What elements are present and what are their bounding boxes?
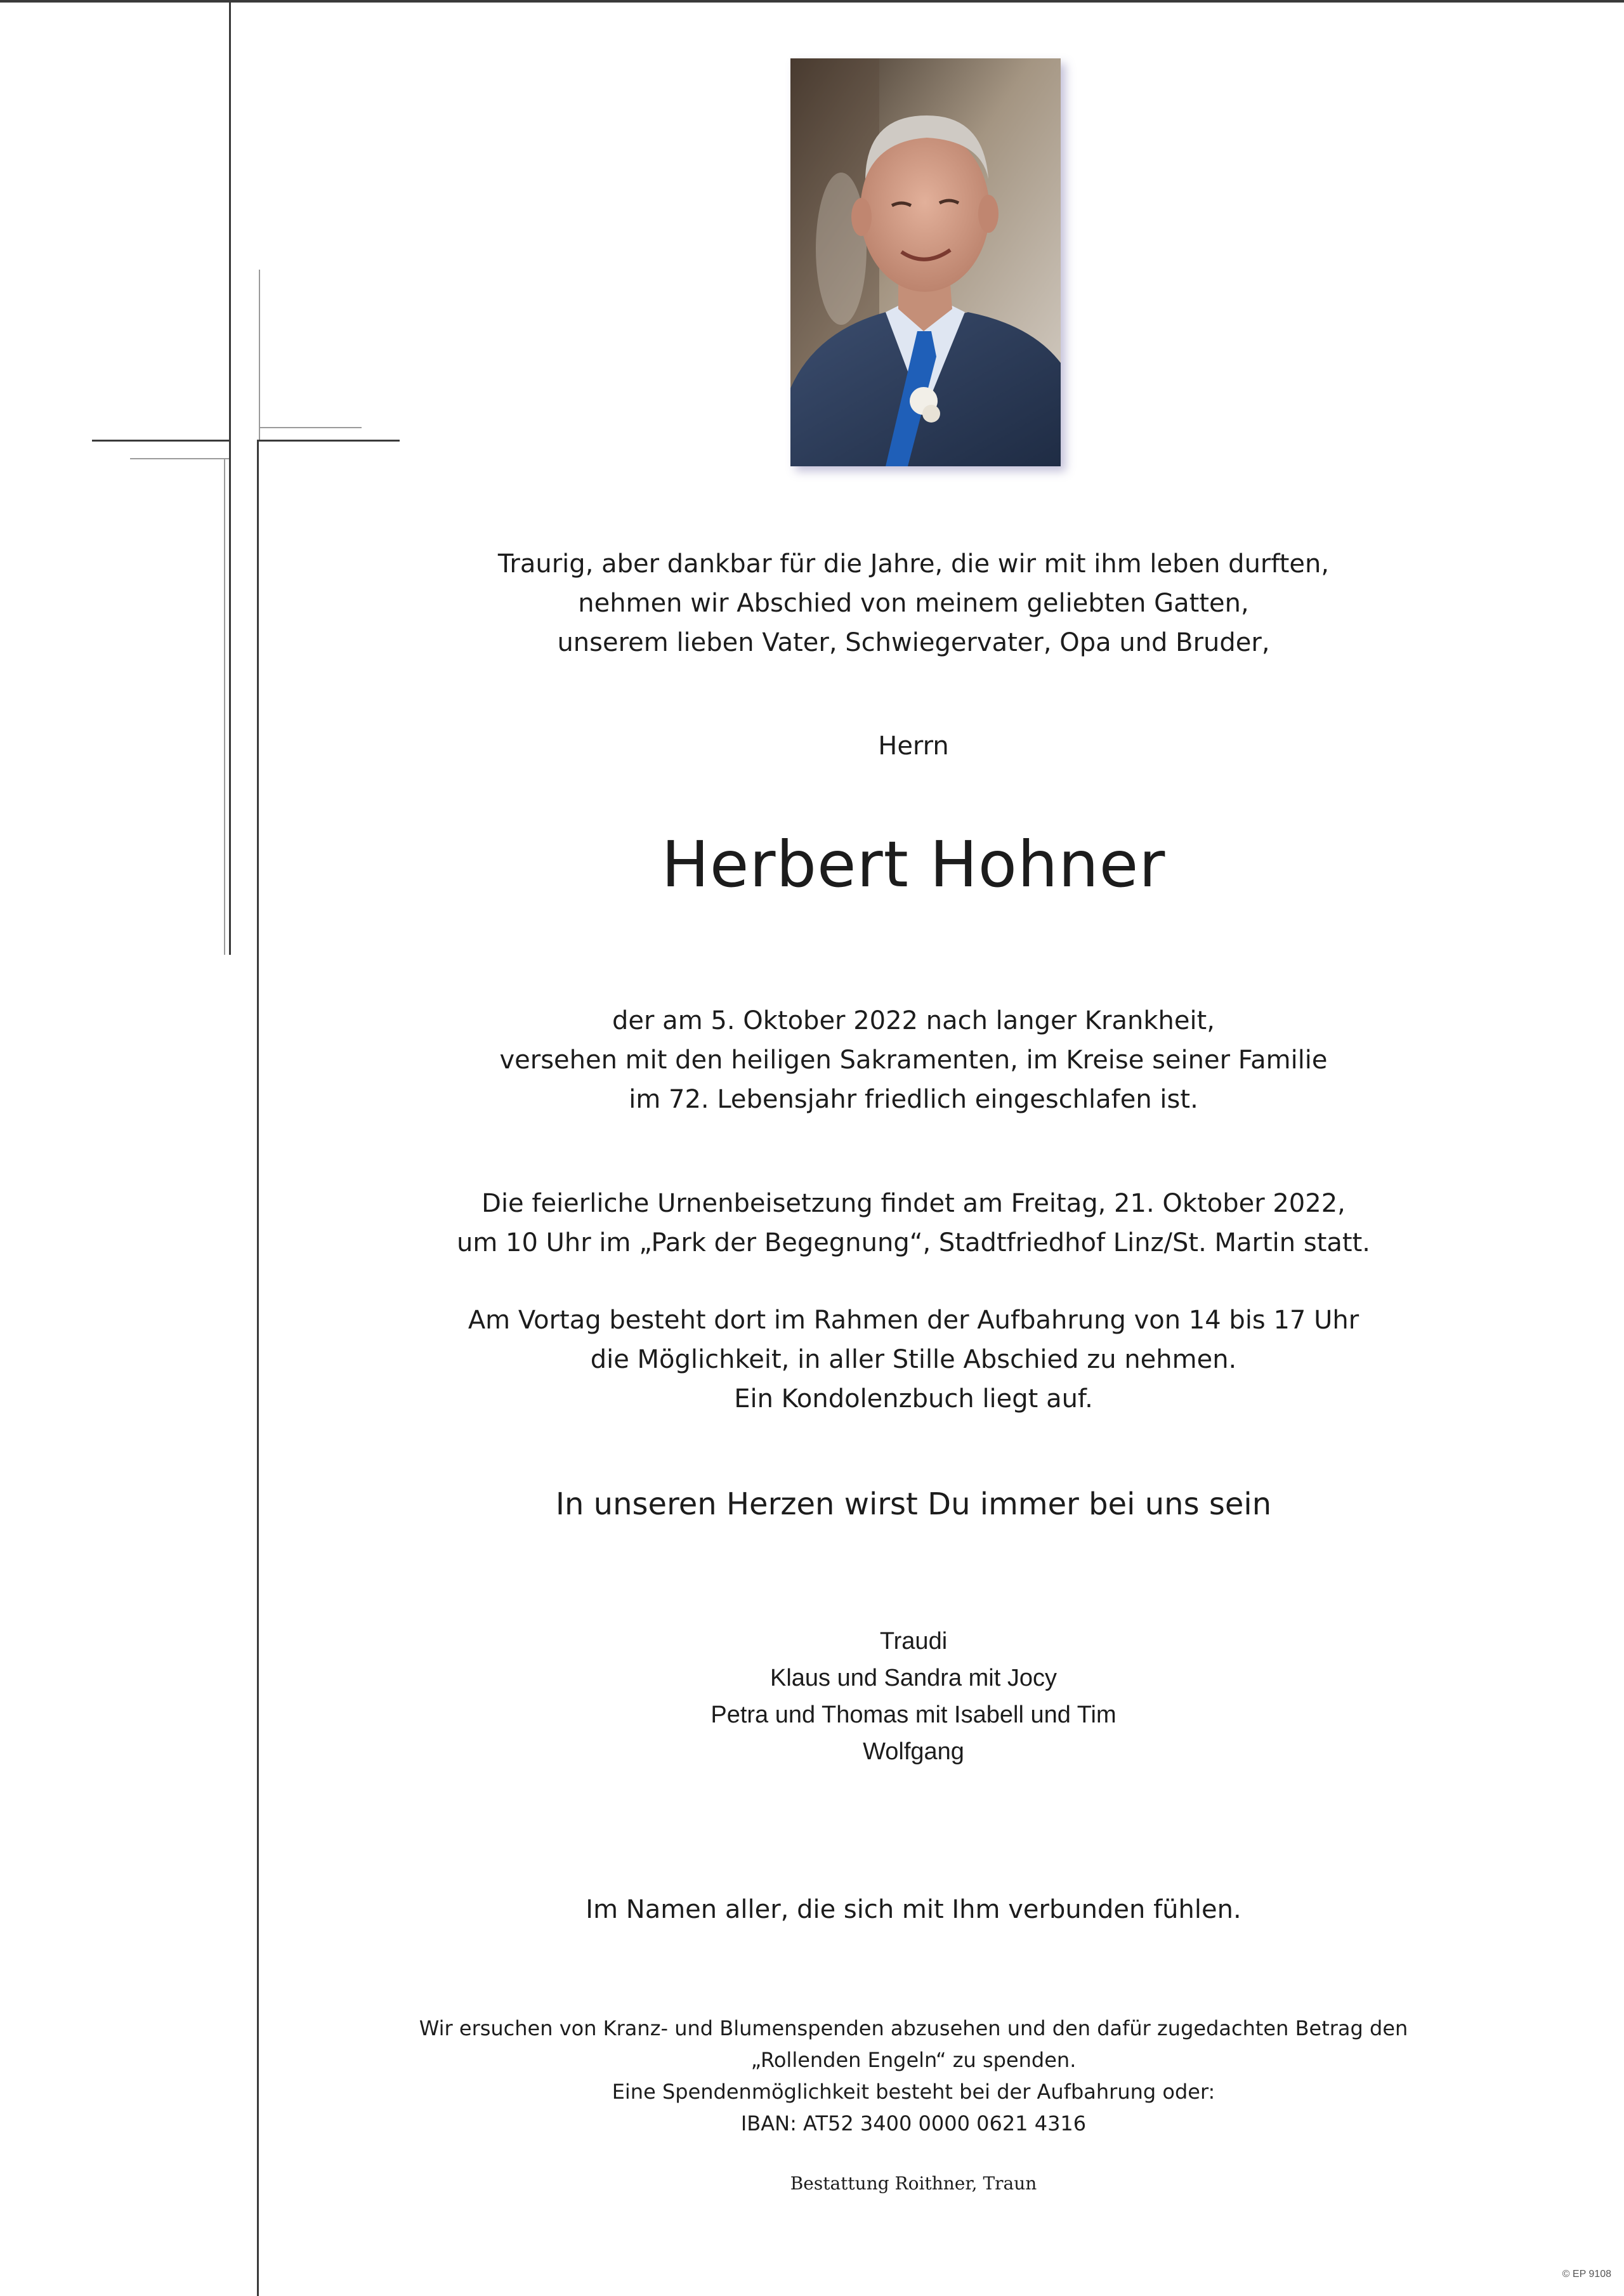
viewing-line: Am Vortag besteht dort im Rahmen der Aufbahrung von 14 bis 17 Uhr <box>468 1306 1359 1335</box>
intro-line: nehmen wir Abschied von meinem geliebten Gatten, <box>578 589 1249 618</box>
cross-vertical-right-inner <box>259 270 260 441</box>
family-member: Petra und Thomas mit Isabell und Tim <box>710 1702 1116 1728</box>
honorific: Herrn <box>878 731 949 761</box>
funeral-info <box>406 1184 1421 1263</box>
donation-line: „Rollenden Engeln“ zu spenden. <box>750 2048 1077 2072</box>
cross-horizontal-left-inner <box>130 458 229 459</box>
viewing-info <box>406 1301 1421 1419</box>
intro-text <box>406 544 1421 662</box>
intro-line: unserem lieben Vater, Schwiegervater, Opa und Bruder, <box>557 628 1270 657</box>
death-line: der am 5. Oktober 2022 nach langer Krankheit, <box>612 1006 1215 1035</box>
deceased-name: Herbert Hohner <box>661 827 1166 902</box>
portrait-illustration <box>790 58 1061 466</box>
donation-info <box>406 2012 1421 2139</box>
copyright-code: © EP 9108 <box>1562 2269 1611 2280</box>
iban-line: IBAN: AT52 3400 0000 0621 4316 <box>740 2111 1087 2135</box>
closing-line: Im Namen aller, die sich mit Ihm verbunden fühlen. <box>586 1895 1241 1924</box>
undertaker: Bestattung Roithner, Traun <box>790 2173 1037 2194</box>
donation-line: Wir ersuchen von Kranz- und Blumenspenden abzusehen und den dafür zugedachten Betrag den <box>419 2016 1408 2040</box>
portrait-photo <box>790 58 1061 466</box>
donation-line: Eine Spendenmöglichkeit besteht bei der Aufbahrung oder: <box>612 2080 1215 2104</box>
cross-horizontal-right <box>257 440 400 442</box>
funeral-line: um 10 Uhr im „Park der Begegnung“, Stadtfriedhof Linz/St. Martin statt. <box>457 1228 1370 1257</box>
viewing-line: die Möglichkeit, in aller Stille Abschied zu nehmen. <box>590 1345 1237 1374</box>
cross-vertical-left <box>229 0 231 955</box>
top-rule <box>0 0 1624 3</box>
motto: In unseren Herzen wirst Du immer bei uns sein <box>555 1486 1272 1522</box>
death-line: versehen mit den heiligen Sakramenten, im Kreise seiner Familie <box>499 1046 1328 1075</box>
funeral-line: Die feierliche Urnenbeisetzung findet am Freitag, 21. Oktober 2022, <box>481 1189 1346 1218</box>
family-list <box>406 1623 1421 1770</box>
cross-horizontal-right-inner <box>260 427 362 428</box>
cross-horizontal-left <box>92 440 230 442</box>
death-line: im 72. Lebensjahr friedlich eingeschlafen ist. <box>629 1085 1198 1114</box>
viewing-line: Ein Kondolenzbuch liegt auf. <box>734 1384 1093 1414</box>
death-notice <box>406 1001 1421 1119</box>
cross-vertical-right <box>257 440 259 2296</box>
family-member: Traudi <box>879 1628 948 1655</box>
cross-vertical-left-inner <box>224 459 225 955</box>
family-member: Wolfgang <box>863 1738 964 1765</box>
family-member: Klaus und Sandra mit Jocy <box>769 1665 1057 1691</box>
intro-line: Traurig, aber dankbar für die Jahre, die wir mit ihm leben durften, <box>497 549 1330 579</box>
